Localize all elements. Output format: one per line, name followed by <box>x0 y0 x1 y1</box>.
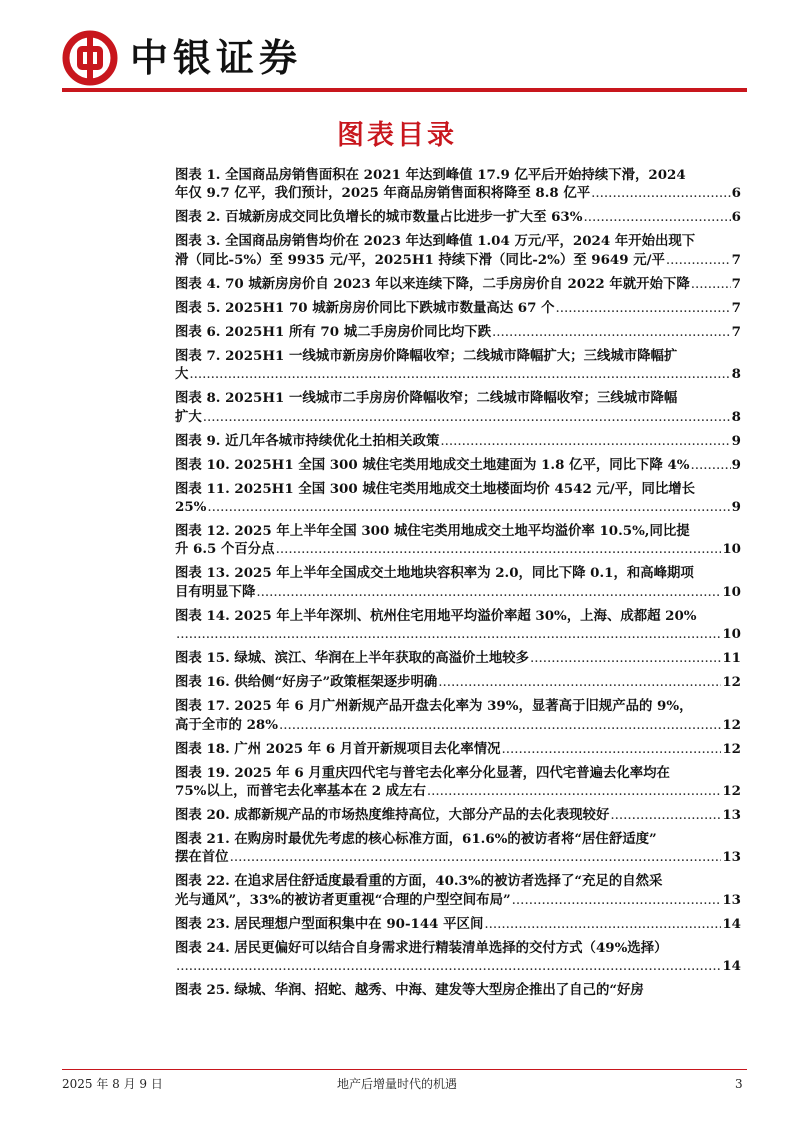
toc-entry[interactable] <box>175 480 741 518</box>
toc-page-number: 9 <box>731 456 741 473</box>
toc-entry-text: 图表 19. 2025 年 6 月重庆四代宅与普宅去化率分化显著，四代宅普遍去化率均在 <box>175 764 670 781</box>
toc-entry-text: 图表 16. 供给侧“好房子”政策框架逐步明确 <box>175 674 438 691</box>
toc-dot-leader <box>276 541 722 559</box>
toc-dot-leader <box>256 584 721 602</box>
toc-dot-leader <box>230 849 722 867</box>
toc-dot-leader <box>207 499 730 517</box>
footer-page-number: 3 <box>735 1077 743 1091</box>
toc-entry-last-line <box>175 740 741 759</box>
toc-dot-leader <box>666 252 731 270</box>
toc-entry-text: 图表 10. 2025H1 全国 300 城住宅类用地成交土地建面为 1.8 亿平，同比下降 4% <box>175 456 690 473</box>
toc-entry[interactable] <box>175 981 741 999</box>
toc-dot-leader <box>440 433 730 451</box>
header-divider <box>62 88 747 92</box>
toc-entry-text: 图表 11. 2025H1 全国 300 城住宅类用地成交土地楼面均价 4542 元/平，同比增长 <box>175 480 696 497</box>
toc-entry-text: 图表 13. 2025 年上半年全国成交土地地块容积率为 2.0，同比下降 0.1，和高峰期项 <box>175 565 694 582</box>
toc-entry-text: 图表 6. 2025H1 所有 70 城二手房房价同比均下跌 <box>175 323 492 340</box>
toc-dot-leader <box>610 807 721 825</box>
footer-divider <box>62 1069 747 1070</box>
toc-entry[interactable] <box>175 208 741 227</box>
toc-entry[interactable] <box>175 299 741 318</box>
toc-entry[interactable] <box>175 522 741 560</box>
toc-entry-line <box>175 347 741 365</box>
toc-page-number: 14 <box>722 915 741 932</box>
toc-page-number: 12 <box>722 783 741 800</box>
toc-entry-last-line <box>175 275 741 294</box>
toc-entry-last-line <box>175 782 741 801</box>
toc-dot-leader <box>691 276 731 294</box>
toc-page-number: 7 <box>731 275 741 292</box>
toc-entry-last-line <box>175 625 741 644</box>
toc-entry[interactable] <box>175 939 741 977</box>
toc-dot-leader <box>583 209 730 227</box>
toc-entry-text: 图表 23. 居民理想户型面积集中在 90-144 平区间 <box>175 915 484 932</box>
toc-entry-text: 图表 9. 近几年各城市持续优化土拍相关政策 <box>175 432 440 449</box>
toc-entry-last-line <box>175 957 741 976</box>
toc-entry-text: 图表 8. 2025H1 一线城市二手房房价降幅收窄；二线城市降幅收窄；三线城市降幅 <box>175 390 678 407</box>
toc-entry-last-line <box>175 673 741 692</box>
table-of-figures <box>175 166 741 1004</box>
toc-entry-last-line <box>175 365 741 384</box>
toc-dot-leader <box>502 741 722 759</box>
toc-entry-last-line <box>175 891 741 910</box>
toc-page-number: 7 <box>731 299 741 316</box>
toc-entry-last-line <box>175 915 741 934</box>
toc-entry[interactable] <box>175 915 741 934</box>
toc-entry-text: 图表 4. 70 城新房房价自 2023 年以来连续下降，二手房房价自 2022 年就开始下降 <box>175 275 690 292</box>
toc-entry-last-line <box>175 408 741 427</box>
toc-entry-text: 图表 5. 2025H1 70 城新房房价同比下跌城市数量高达 67 个 <box>175 299 555 316</box>
toc-entry-text: 图表 15. 绿城、滨江、华润在上半年获取的高溢价土地较多 <box>175 650 529 667</box>
toc-entry-text: 扩大 <box>175 408 202 425</box>
toc-dot-leader <box>189 366 730 384</box>
toc-page-number: 8 <box>731 408 741 425</box>
toc-page-number: 14 <box>722 958 741 975</box>
toc-entry-text: 大 <box>175 366 189 383</box>
toc-entry-text: 图表 3. 全国商品房销售均价在 2023 年达到峰值 1.04 万元/平，2024 年开始出现下 <box>175 233 696 250</box>
toc-dot-leader <box>176 958 721 976</box>
toc-entry[interactable] <box>175 806 741 825</box>
toc-dot-leader <box>591 185 731 203</box>
toc-entry-line <box>175 522 741 540</box>
toc-entry-line <box>175 480 741 498</box>
toc-entry-text: 图表 17. 2025 年 6 月广州新规产品开盘去化率为 39%，显著高于旧规产品的 9%， <box>175 698 693 715</box>
toc-entry-text: 图表 24. 居民更偏好可以结合自身需求进行精装清单选择的交付方式（49%选择） <box>175 939 668 956</box>
toc-page-number: 13 <box>722 807 741 824</box>
toc-entry[interactable] <box>175 166 741 204</box>
toc-entry-text: 图表 20. 成都新规产品的市场热度维持高位，大部分产品的去化表现较好 <box>175 807 610 824</box>
toc-dot-leader <box>512 892 722 910</box>
toc-entry-line <box>175 764 741 782</box>
toc-entry-text: 年仅 9.7 亿平，我们预计，2025 年商品房销售面积将降至 8.8 亿平 <box>175 185 591 202</box>
toc-entry[interactable] <box>175 456 741 475</box>
toc-page-number: 13 <box>722 849 741 866</box>
toc-entry[interactable] <box>175 564 741 602</box>
toc-entry-line <box>175 872 741 890</box>
toc-entry[interactable] <box>175 740 741 759</box>
toc-entry[interactable] <box>175 607 741 645</box>
toc-entry-text: 图表 22. 在追求居住舒适度最看重的方面，40.3%的被访者选择了“充足的自然采 <box>175 873 663 890</box>
toc-entry-text: 摆在首位 <box>175 849 229 866</box>
toc-page-number: 6 <box>731 209 741 226</box>
toc-entry-last-line <box>175 540 741 559</box>
toc-entry[interactable] <box>175 347 741 385</box>
toc-entry-last-line <box>175 323 741 342</box>
toc-page-number: 11 <box>722 650 741 667</box>
toc-entry-line <box>175 564 741 582</box>
toc-entry-line <box>175 697 741 715</box>
toc-page-number: 12 <box>722 740 741 757</box>
toc-page-number: 7 <box>731 323 741 340</box>
page-header <box>62 26 752 90</box>
toc-page-number: 6 <box>731 185 741 202</box>
toc-entry[interactable] <box>175 830 741 868</box>
toc-dot-leader <box>484 916 721 934</box>
toc-dot-leader <box>556 300 731 318</box>
toc-entry[interactable] <box>175 323 741 342</box>
toc-entry[interactable] <box>175 764 741 802</box>
toc-entry-text: 光与通风”，33%的被访者更重视“合理的户型空间布局” <box>175 891 511 908</box>
toc-page-number: 13 <box>722 891 741 908</box>
toc-entry-text: 目有明显下降 <box>175 583 256 600</box>
toc-entry-line <box>175 166 741 184</box>
toc-entry[interactable] <box>175 697 741 735</box>
toc-entry-line <box>175 607 741 625</box>
toc-entry-text: 图表 18. 广州 2025 年 6 月首开新规项目去化率情况 <box>175 740 501 757</box>
page-title: 图表目录 <box>337 120 457 151</box>
toc-page-number: 7 <box>731 251 741 268</box>
toc-entry-text: 图表 7. 2025H1 一线城市新房房价降幅收窄；二线城市降幅扩大；三线城市降幅扩 <box>175 347 678 364</box>
toc-entry[interactable] <box>175 673 741 692</box>
toc-entry-line <box>175 830 741 848</box>
toc-entry-last-line <box>175 806 741 825</box>
toc-entry-last-line <box>175 251 741 270</box>
toc-page-number: 9 <box>731 432 741 449</box>
toc-entry-last-line <box>175 456 741 475</box>
toc-entry-text: 75%以上，而普宅去化率基本在 2 成左右 <box>175 783 426 800</box>
toc-entry-line <box>175 939 741 957</box>
toc-entry-text: 图表 25. 绿城、华润、招蛇、越秀、中海、建发等大型房企推出了自己的“好房 <box>175 982 644 999</box>
toc-entry[interactable] <box>175 232 741 270</box>
footer-report-title: 地产后增量时代的机遇 <box>336 1077 457 1091</box>
toc-entry[interactable] <box>175 649 741 668</box>
toc-page-number: 12 <box>722 674 741 691</box>
toc-dot-leader <box>530 650 721 668</box>
toc-entry-last-line <box>175 848 741 867</box>
toc-entry[interactable] <box>175 275 741 294</box>
toc-entry-text: 图表 2. 百城新房成交同比负增长的城市数量占比进步一扩大至 63% <box>175 209 583 226</box>
toc-dot-leader <box>176 626 721 644</box>
toc-entry-last-line <box>175 184 741 203</box>
toc-entry[interactable] <box>175 432 741 451</box>
toc-entry-line <box>175 389 741 407</box>
toc-entry-line <box>175 232 741 250</box>
toc-page-number: 12 <box>722 716 741 733</box>
toc-dot-leader <box>492 324 731 342</box>
toc-page-number: 10 <box>722 541 741 558</box>
toc-entry-last-line <box>175 583 741 602</box>
toc-entry-text: 滑（同比-5%）至 9935 元/平，2025H1 持续下滑（同比-2%）至 9649 元/平 <box>175 251 665 268</box>
toc-entry-text: 图表 14. 2025 年上半年深圳、杭州住宅用地平均溢价率超 30%，上海、成都超 20% <box>175 607 697 624</box>
toc-page-number: 10 <box>722 626 741 643</box>
toc-entry-text: 25% <box>175 499 207 516</box>
toc-dot-leader <box>279 717 721 735</box>
toc-entry[interactable] <box>175 872 741 910</box>
toc-dot-leader <box>427 783 722 801</box>
bank-of-china-logo-icon <box>62 30 118 86</box>
toc-entry-text: 图表 21. 在购房时最优先考虑的核心标准方面，61.6%的被访者将“居住舒适度” <box>175 831 657 848</box>
toc-entry-last-line <box>175 432 741 451</box>
toc-page-number: 10 <box>722 583 741 600</box>
toc-entry-text: 高于全市的 28% <box>175 716 278 733</box>
toc-entry-last-line <box>175 716 741 735</box>
toc-entry-text: 升 6.5 个百分点 <box>175 541 275 558</box>
toc-dot-leader <box>438 674 721 692</box>
toc-entry-last-line <box>175 649 741 668</box>
toc-page-number: 9 <box>731 499 741 516</box>
toc-dot-leader <box>691 457 731 475</box>
toc-entry[interactable] <box>175 389 741 427</box>
brand-name: 中银证券 <box>130 35 303 80</box>
toc-entry-text: 图表 12. 2025 年上半年全国 300 城住宅类用地成交土地平均溢价率 10.5%,同比提 <box>175 523 690 540</box>
toc-entry-last-line <box>175 981 741 999</box>
toc-page-number: 8 <box>731 366 741 383</box>
toc-entry-last-line <box>175 299 741 318</box>
footer-date: 2025 年 8 月 9 日 <box>62 1077 163 1091</box>
toc-entry-last-line <box>175 498 741 517</box>
toc-entry-last-line <box>175 208 741 227</box>
toc-entry-text: 图表 1. 全国商品房销售面积在 2021 年达到峰值 17.9 亿平后开始持续下滑，2024 <box>175 167 686 183</box>
toc-dot-leader <box>203 409 731 427</box>
